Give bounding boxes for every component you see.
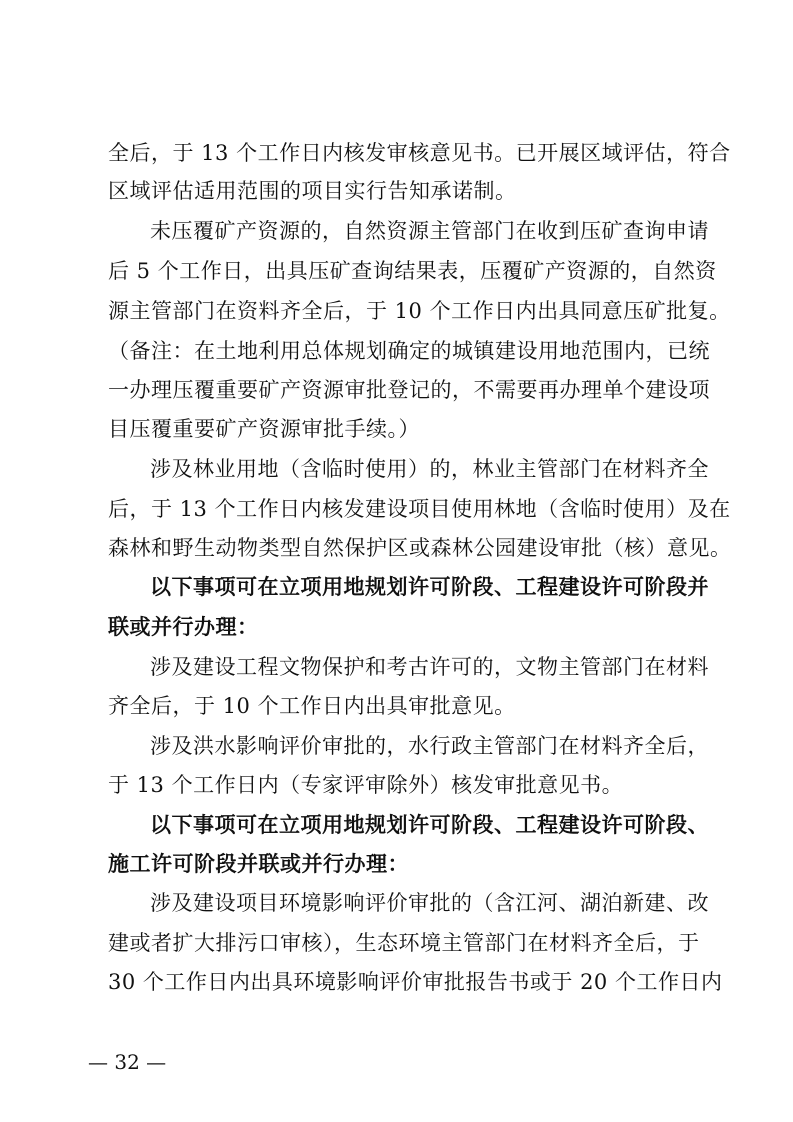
text-line: 区域评估适用范围的项目实行告知承诺制。 [108,179,517,203]
text-line: 源主管部门在资料齐全后，于 10 个工作日内出具同意压矿批复。 [108,299,731,323]
text-line: 未压覆矿产资源的，自然资源主管部门在收到压矿查询申请 [150,219,709,243]
text-line: 涉及林业用地（含临时使用）的，林业主管部门在材料齐全 [150,457,709,481]
section-heading: 联或并行办理： [108,614,259,639]
text-line: 于 13 个工作日内（专家评审除外）核发审批意见书。 [108,773,624,797]
text-line: 后 5 个工作日，出具压矿查询结果表，压覆矿产资源的，自然资 [108,259,717,283]
text-line: 一办理压覆重要矿产资源审批登记的，不需要再办理单个建设项 [108,378,710,402]
text-line: 涉及建设工程文物保护和考古许可的，文物主管部门在材料 [150,655,709,679]
text-line: 森林和野生动物类型自然保护区或森林公园建设审批（核）意见。 [108,536,732,560]
text-line: 齐全后，于 10 个工作日内出具审批意见。 [108,694,516,718]
text-line: （备注：在土地利用总体规划确定的城镇建设用地范围内，已统 [108,339,710,363]
text-line: 全后，于 13 个工作日内核发审核意见书。已开展区域评估，符合 [108,141,731,165]
text-line: 后，于 13 个工作日内核发建设项目使用林地（含临时使用）及在 [108,497,731,521]
section-heading: 施工许可阶段并联或并行办理： [108,851,409,876]
section-heading: 以下事项可在立项用地规划许可阶段、工程建设许可阶段并 [150,574,709,599]
text-line: 30 个工作日内出具环境影响评价审批报告书或于 20 个工作日内 [108,970,723,994]
section-heading: 以下事项可在立项用地规划许可阶段、工程建设许可阶段、 [150,812,709,837]
text-line: 涉及建设项目环境影响评价审批的（含江河、湖泊新建、改 [150,891,709,915]
text-line: 涉及洪水影响评价审批的，水行政主管部门在材料齐全后， [150,734,709,758]
page-number: — 32 — [88,1050,167,1074]
text-line: 建或者扩大排污口审核），生态环境主管部门在材料齐全后，于 [108,931,700,955]
text-line: 目压覆重要矿产资源审批手续。） [108,417,420,441]
